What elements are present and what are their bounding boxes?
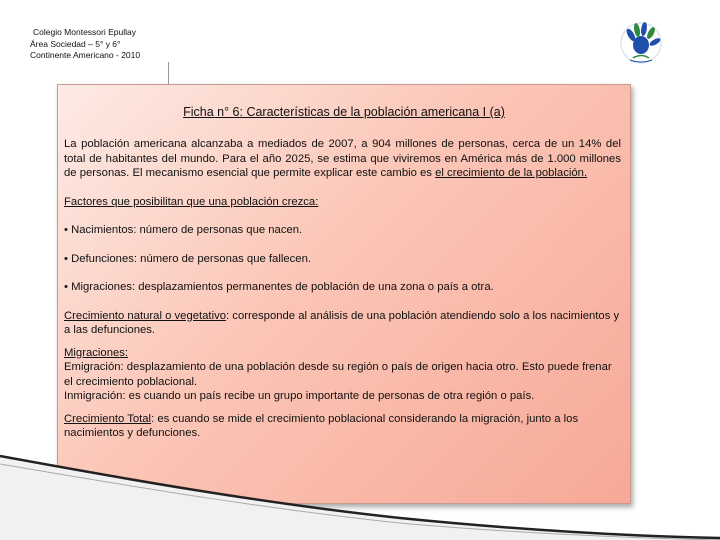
intro-text: La población americana alcanzaba a mediados de 2007, a 904 millones de personas, cerca de un 14% del total de habitantes del mundo. Para el año 2025, se estima que viviremos en América más de 1.000 millones de personas. El mecanismo esencial que permite explicar este cambio es xyxy=(64,138,621,179)
intro-underlined-term: el crecimiento de la población. xyxy=(435,167,588,179)
bullet-defunciones: • Defunciones: número de personas que fallecen. xyxy=(64,252,311,265)
crecimiento-total-term: Crecimiento Total xyxy=(64,412,152,425)
worksheet-title: Ficha n° 6: Características de la población americana I (a) xyxy=(183,105,505,119)
factores-heading: Factores que posibilitan que una población crezca: xyxy=(64,195,319,208)
worksheet-body xyxy=(64,137,621,441)
course-topic: Continente Americano - 2010 xyxy=(30,50,141,60)
crecimiento-natural-paragraph xyxy=(64,309,621,338)
school-name: Colegio Montessori Epullay xyxy=(33,27,136,37)
crecimiento-total-definition: : es cuando se mide el crecimiento poblacional considerando la migración, junto a los nacimientos y defunciones. xyxy=(64,412,579,439)
decorative-bottom-band xyxy=(0,448,720,540)
crecimiento-natural-term: Crecimiento natural o vegetativo xyxy=(64,309,227,322)
school-header xyxy=(30,27,140,62)
intro-paragraph xyxy=(64,137,621,181)
bullet-nacimientos: • Nacimientos: número de personas que nacen. xyxy=(64,224,303,236)
crecimiento-natural-definition: : corresponde al análisis de una población atendiendo solo a los nacimientos y a las defunciones. xyxy=(64,309,620,336)
worksheet-card xyxy=(57,84,631,504)
crecimiento-total-paragraph xyxy=(64,412,621,441)
inmigracion-definition: Inmigración: es cuando un país recibe un grupo importante de personas de otra región o país. xyxy=(64,390,535,402)
hand-leaf-logo-icon xyxy=(618,20,664,66)
subject-area: Área Sociedad – 5° y 6° xyxy=(30,38,121,49)
bullet-migraciones: • Migraciones: desplazamientos permanentes de población de una zona o país a otra. xyxy=(64,281,494,293)
emigracion-definition: Emigración: desplazamiento de una población desde su región o país de origen hacia otro. Esto puede frenar el crecimiento poblacional. xyxy=(64,361,612,388)
migraciones-heading: Migraciones: xyxy=(64,346,129,359)
